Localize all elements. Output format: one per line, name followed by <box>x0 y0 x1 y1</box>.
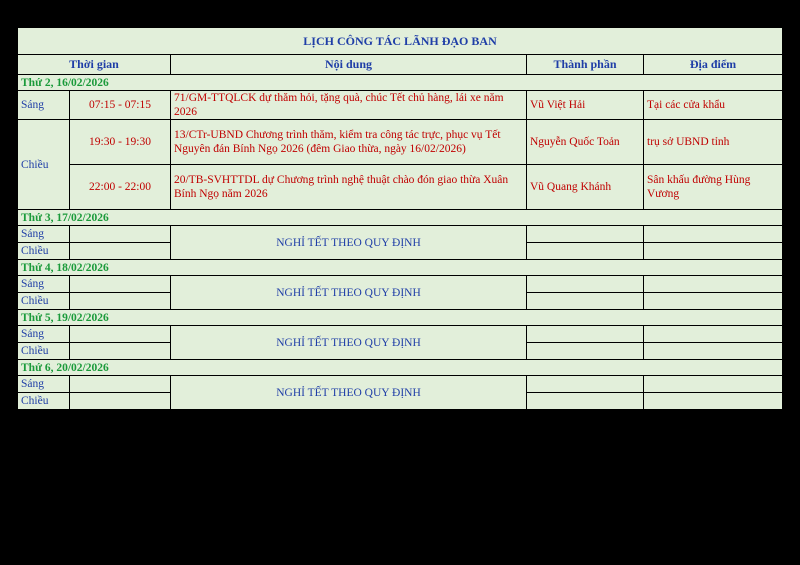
holiday-note: NGHỈ TẾT THEO QUY ĐỊNH <box>171 376 527 410</box>
session-label: Chiều <box>18 243 70 260</box>
place-cell <box>644 326 783 343</box>
session-label: Sáng <box>18 226 70 243</box>
session-label: Sáng <box>18 376 70 393</box>
schedule-table <box>17 27 783 410</box>
time-cell: 19:30 - 19:30 <box>70 120 171 165</box>
session-label: Sáng <box>18 91 70 120</box>
header-member: Thành phần <box>527 55 644 75</box>
member-cell <box>527 326 644 343</box>
table-row[interactable] <box>18 165 783 210</box>
time-cell <box>70 243 171 260</box>
holiday-note: NGHỈ TẾT THEO QUY ĐỊNH <box>171 226 527 260</box>
place-cell <box>644 293 783 310</box>
member-cell <box>527 226 644 243</box>
holiday-note: NGHỈ TẾT THEO QUY ĐỊNH <box>171 326 527 360</box>
member-cell <box>527 243 644 260</box>
table-row[interactable] <box>18 226 783 243</box>
session-label: Chiều <box>18 343 70 360</box>
header-place: Địa điểm <box>644 55 783 75</box>
time-cell: 07:15 - 07:15 <box>70 91 171 120</box>
page-title: LỊCH CÔNG TÁC LÃNH ĐẠO BAN <box>18 28 783 55</box>
day-label: Thứ 6, 20/02/2026 <box>18 360 783 376</box>
session-label: Sáng <box>18 276 70 293</box>
content-cell: 20/TB-SVHTTDL dự Chương trình nghệ thuật chào đón giao thừa Xuân Bính Ngọ năm 2026 <box>171 165 527 210</box>
place-cell <box>644 276 783 293</box>
time-cell <box>70 276 171 293</box>
header-content: Nội dung <box>171 55 527 75</box>
time-cell <box>70 376 171 393</box>
day-label: Thứ 3, 17/02/2026 <box>18 210 783 226</box>
member-cell <box>527 376 644 393</box>
schedule-sheet <box>17 27 782 410</box>
day-label: Thứ 2, 16/02/2026 <box>18 75 783 91</box>
place-cell <box>644 393 783 410</box>
content-cell: 13/CTr-UBND Chương trình thăm, kiểm tra công tác trực, phục vụ Tết Nguyên đán Bính Ngọ 2026 (đêm Giao thừa, ngày 16/02/2026) <box>171 120 527 165</box>
time-cell <box>70 393 171 410</box>
member-cell <box>527 293 644 310</box>
table-row[interactable] <box>18 91 783 120</box>
member-cell: Nguyễn Quốc Toản <box>527 120 644 165</box>
place-cell <box>644 243 783 260</box>
place-cell <box>644 343 783 360</box>
session-label: Chiều <box>18 120 70 210</box>
header-time: Thời gian <box>18 55 171 75</box>
time-cell <box>70 226 171 243</box>
place-cell: Tại các cửa khẩu <box>644 91 783 120</box>
member-cell <box>527 393 644 410</box>
session-label: Sáng <box>18 326 70 343</box>
content-cell: 71/GM-TTQLCK dự thăm hỏi, tặng quà, chúc Tết chủ hàng, lái xe năm 2026 <box>171 91 527 120</box>
member-cell <box>527 276 644 293</box>
time-cell <box>70 343 171 360</box>
day-label: Thứ 5, 19/02/2026 <box>18 310 783 326</box>
time-cell <box>70 326 171 343</box>
holiday-note: NGHỈ TẾT THEO QUY ĐỊNH <box>171 276 527 310</box>
member-cell: Vũ Việt Hải <box>527 91 644 120</box>
member-cell: Vũ Quang Khánh <box>527 165 644 210</box>
table-row[interactable] <box>18 376 783 393</box>
place-cell: Sân khấu đường Hùng Vương <box>644 165 783 210</box>
session-label: Chiều <box>18 393 70 410</box>
member-cell <box>527 343 644 360</box>
place-cell <box>644 376 783 393</box>
session-label: Chiều <box>18 293 70 310</box>
day-label: Thứ 4, 18/02/2026 <box>18 260 783 276</box>
table-row[interactable] <box>18 326 783 343</box>
table-row[interactable] <box>18 276 783 293</box>
place-cell: trụ sở UBND tỉnh <box>644 120 783 165</box>
time-cell: 22:00 - 22:00 <box>70 165 171 210</box>
time-cell <box>70 293 171 310</box>
table-row[interactable] <box>18 120 783 165</box>
place-cell <box>644 226 783 243</box>
